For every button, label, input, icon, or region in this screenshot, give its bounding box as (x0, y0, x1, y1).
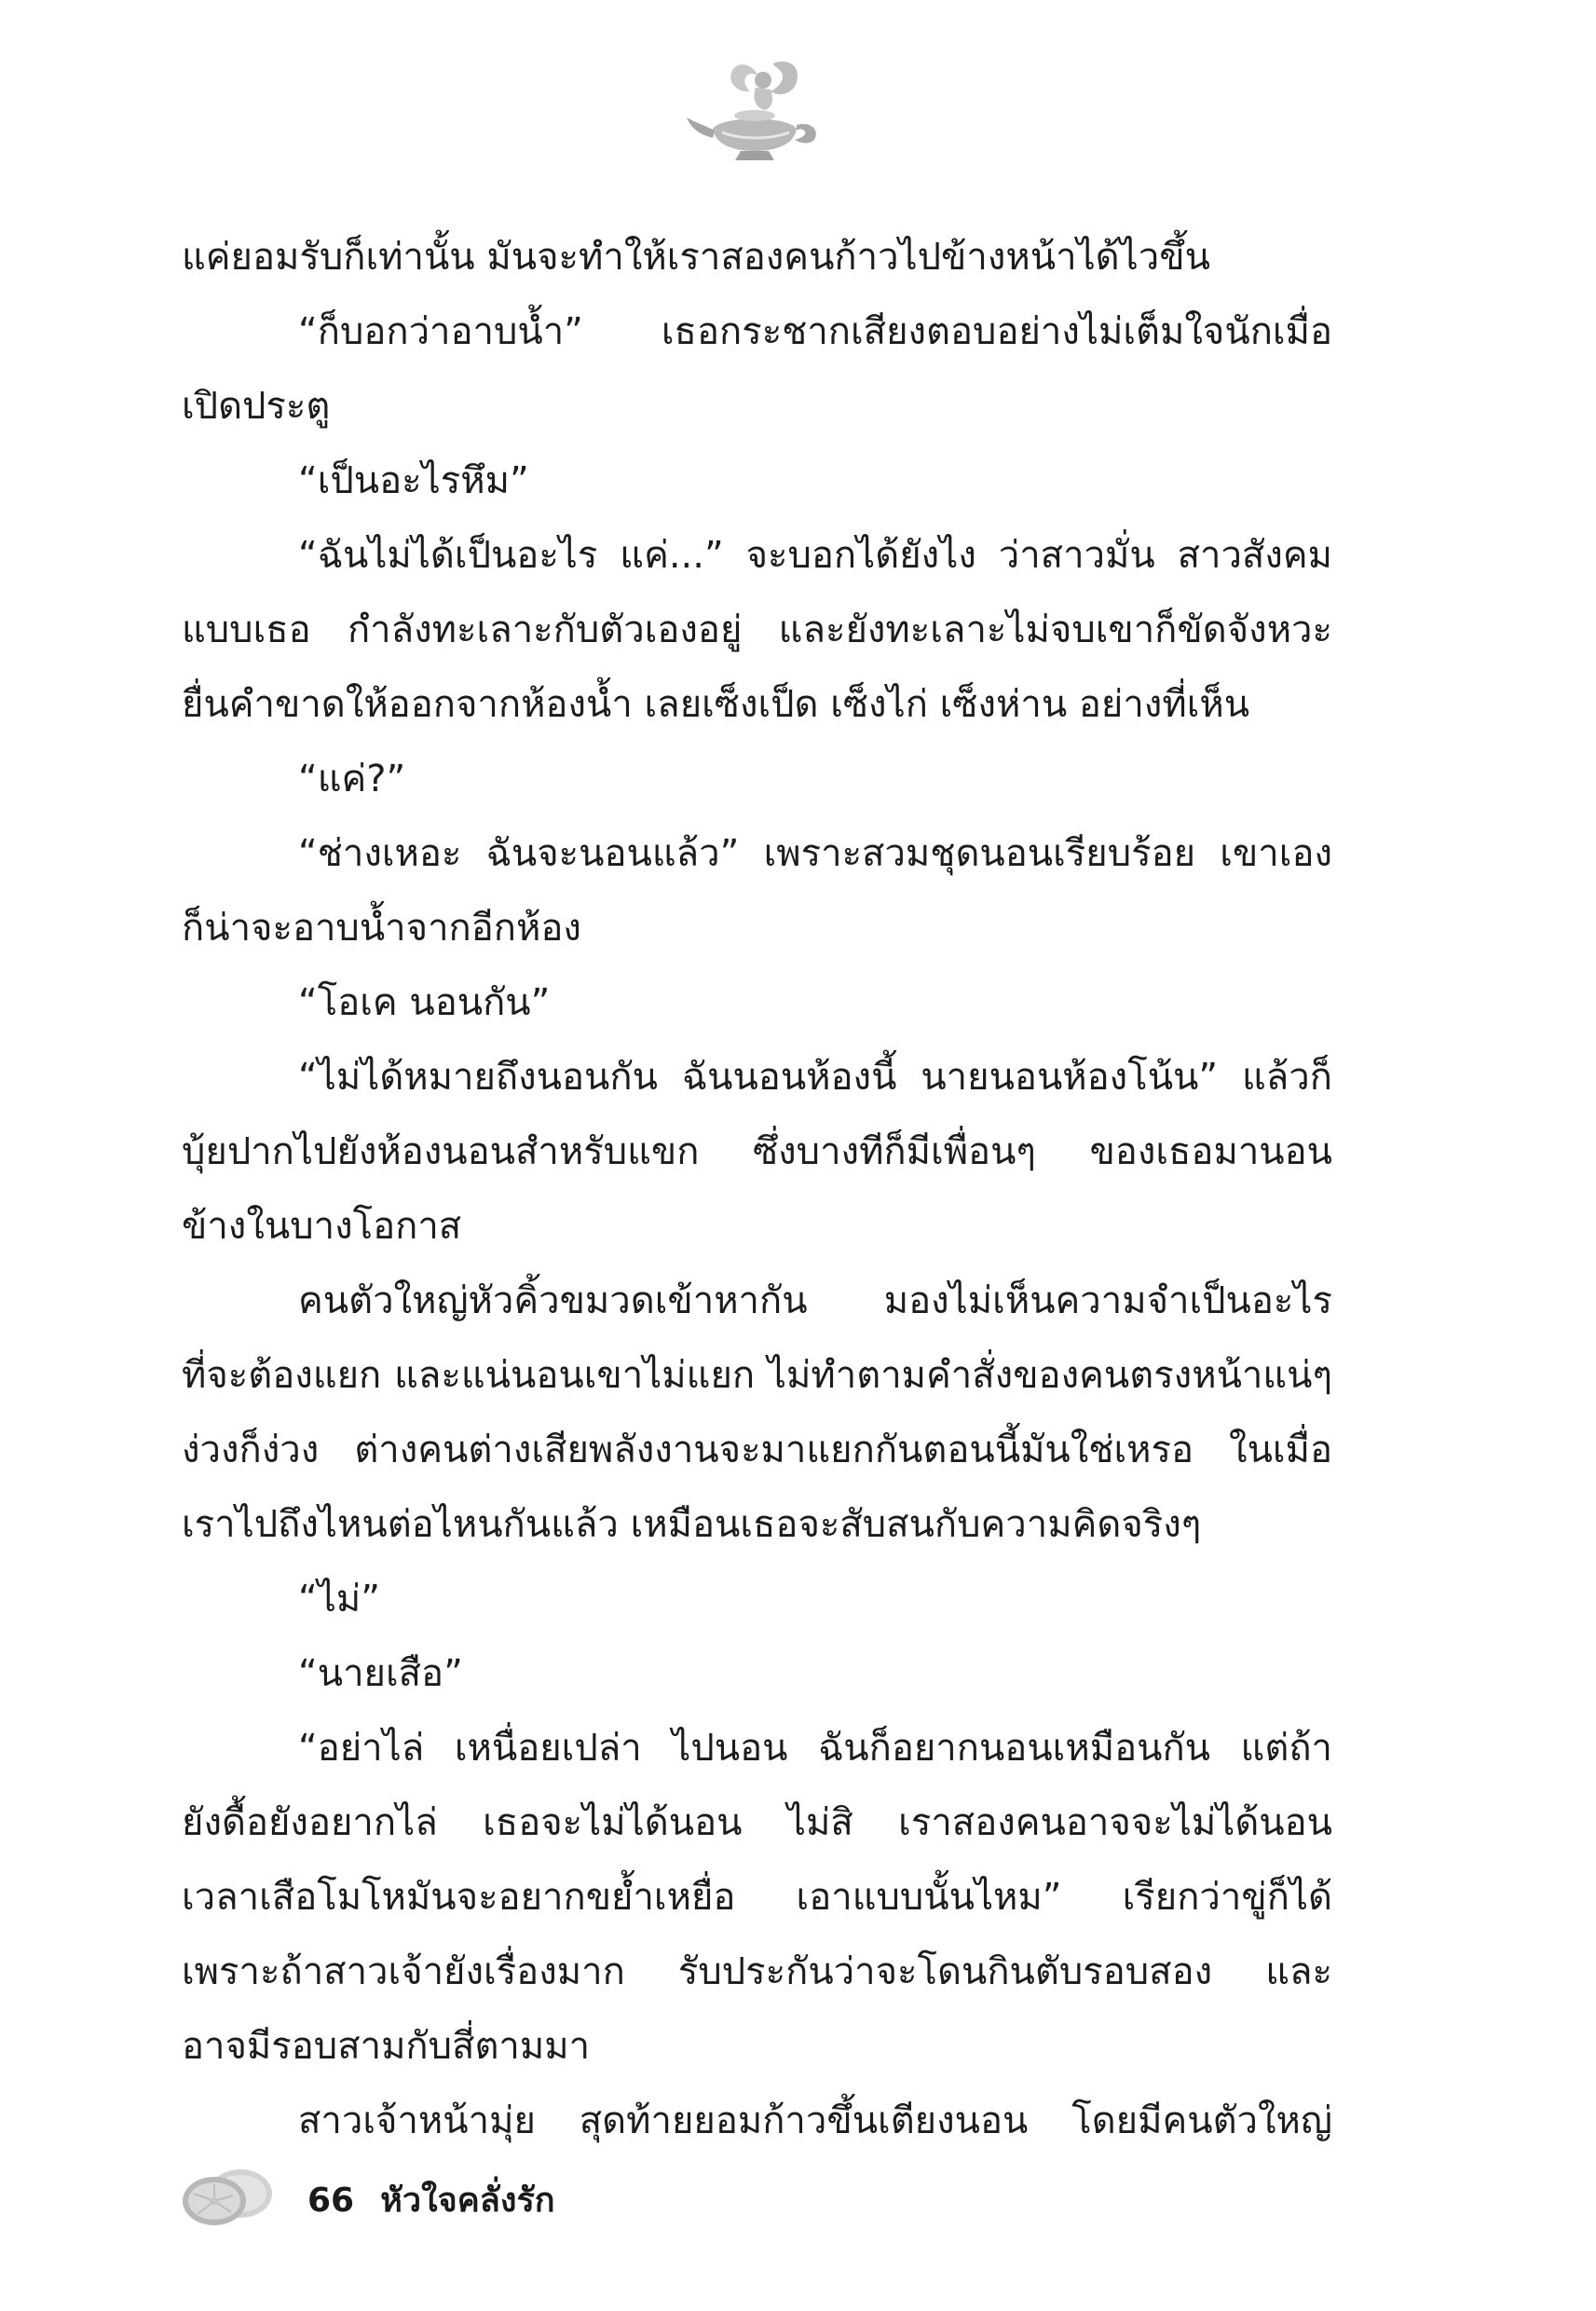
text-line: แค่ยอมรับก็เท่านั้น มันจะทำให้เราสองคนก้าวไปข้างหน้าได้ไวขึ้น (182, 236, 1210, 279)
grapefruit-icon (177, 2164, 280, 2229)
text-line: คนตัวใหญ่หัวคิ้วขมวดเข้าหากัน มองไม่เห็นความจำเป็นอะไร (298, 1279, 1332, 1322)
text-line: “ก็บอกว่าอาบน้ำ” เธอกระชากเสียงตอบอย่างไม่เต็มใจนักเมื่อ (298, 310, 1332, 353)
text-line: “ไม่” (298, 1578, 380, 1620)
text-line: เพราะถ้าสาวเจ้ายังเรื่องมาก รับประกันว่าจะโดนกินตับรอบสอง และ (182, 1950, 1332, 1993)
text-line: “นายเสือ” (298, 1652, 463, 1695)
page-footer (177, 2160, 736, 2235)
text-line: เราไปถึงไหนต่อไหนกันแล้ว เหมือนเธอจะสับสนกับความคิดจริงๆ (182, 1503, 1202, 1546)
cupid-teapot-ornament-icon (685, 56, 825, 177)
text-line: “โอเค นอนกัน” (298, 981, 551, 1024)
page-number: 66 (307, 2181, 355, 2220)
text-line: แบบเธอ กำลังทะเลาะกับตัวเองอยู่ และยังทะเลาะไม่จบเขาก็ขัดจังหวะ (182, 609, 1332, 651)
text-line: เปิดประตู (182, 385, 331, 428)
text-line: ยังดื้อยังอยากไล่ เธอจะไม่ได้นอน ไม่สิ เราสองคนอาจจะไม่ได้นอน (182, 1801, 1332, 1844)
page-body (182, 220, 1332, 2158)
text-line: ง่วงก็ง่วง ต่างคนต่างเสียพลังงานจะมาแยกกันตอนนี้มันใช่เหรอ ในเมื่อ (182, 1429, 1332, 1471)
text-line: “แค่?” (298, 758, 406, 800)
book-title: หัวใจคลั่งรัก (380, 2181, 555, 2220)
text-line: “ไม่ได้หมายถึงนอนกัน ฉันนอนห้องนี้ นายนอนห้องโน้น” แล้วก็ (298, 1056, 1332, 1099)
text-line: อาจมีรอบสามกับสี่ตามมา (182, 2025, 591, 2068)
text-line: เวลาเสือโมโหมันจะอยากขย้ำเหยื่อ เอาแบบนั้นไหม” เรียกว่าขู่ก็ได้ (182, 1876, 1332, 1919)
text-line: “อย่าไล่ เหนื่อยเปล่า ไปนอน ฉันก็อยากนอนเหมือนกัน แต่ถ้า (298, 1727, 1332, 1770)
text-line: “ช่างเหอะ ฉันจะนอนแล้ว” เพราะสวมชุดนอนเรียบร้อย เขาเอง (298, 832, 1332, 875)
text-line: ก็น่าจะอาบน้ำจากอีกห้อง (182, 907, 581, 950)
text-line: ที่จะต้องแยก และแน่นอนเขาไม่แยก ไม่ทำตามคำสั่งของคนตรงหน้าแน่ๆ (182, 1354, 1332, 1397)
text-line: ข้างในบางโอกาส (182, 1205, 462, 1248)
footer-text (307, 2173, 581, 2226)
text-line: สาวเจ้าหน้ามุ่ย สุดท้ายยอมก้าวขึ้นเตียงนอน โดยมีคนตัวใหญ่ (298, 2099, 1332, 2142)
text-line: “เป็นอะไรหึม” (298, 459, 529, 502)
text-line: บุ้ยปากไปยังห้องนอนสำหรับแขก ซึ่งบางทีก็มีเพื่อนๆ ของเธอมานอน (182, 1130, 1332, 1173)
text-line: ยื่นคำขาดให้ออกจากห้องน้ำ เลยเซ็งเป็ด เซ็งไก่ เซ็งห่าน อย่างที่เห็น (182, 683, 1250, 726)
text-line: “ฉันไม่ได้เป็นอะไร แค่...” จะบอกได้ยังไง ว่าสาวมั่น สาวสังคม (298, 534, 1332, 577)
